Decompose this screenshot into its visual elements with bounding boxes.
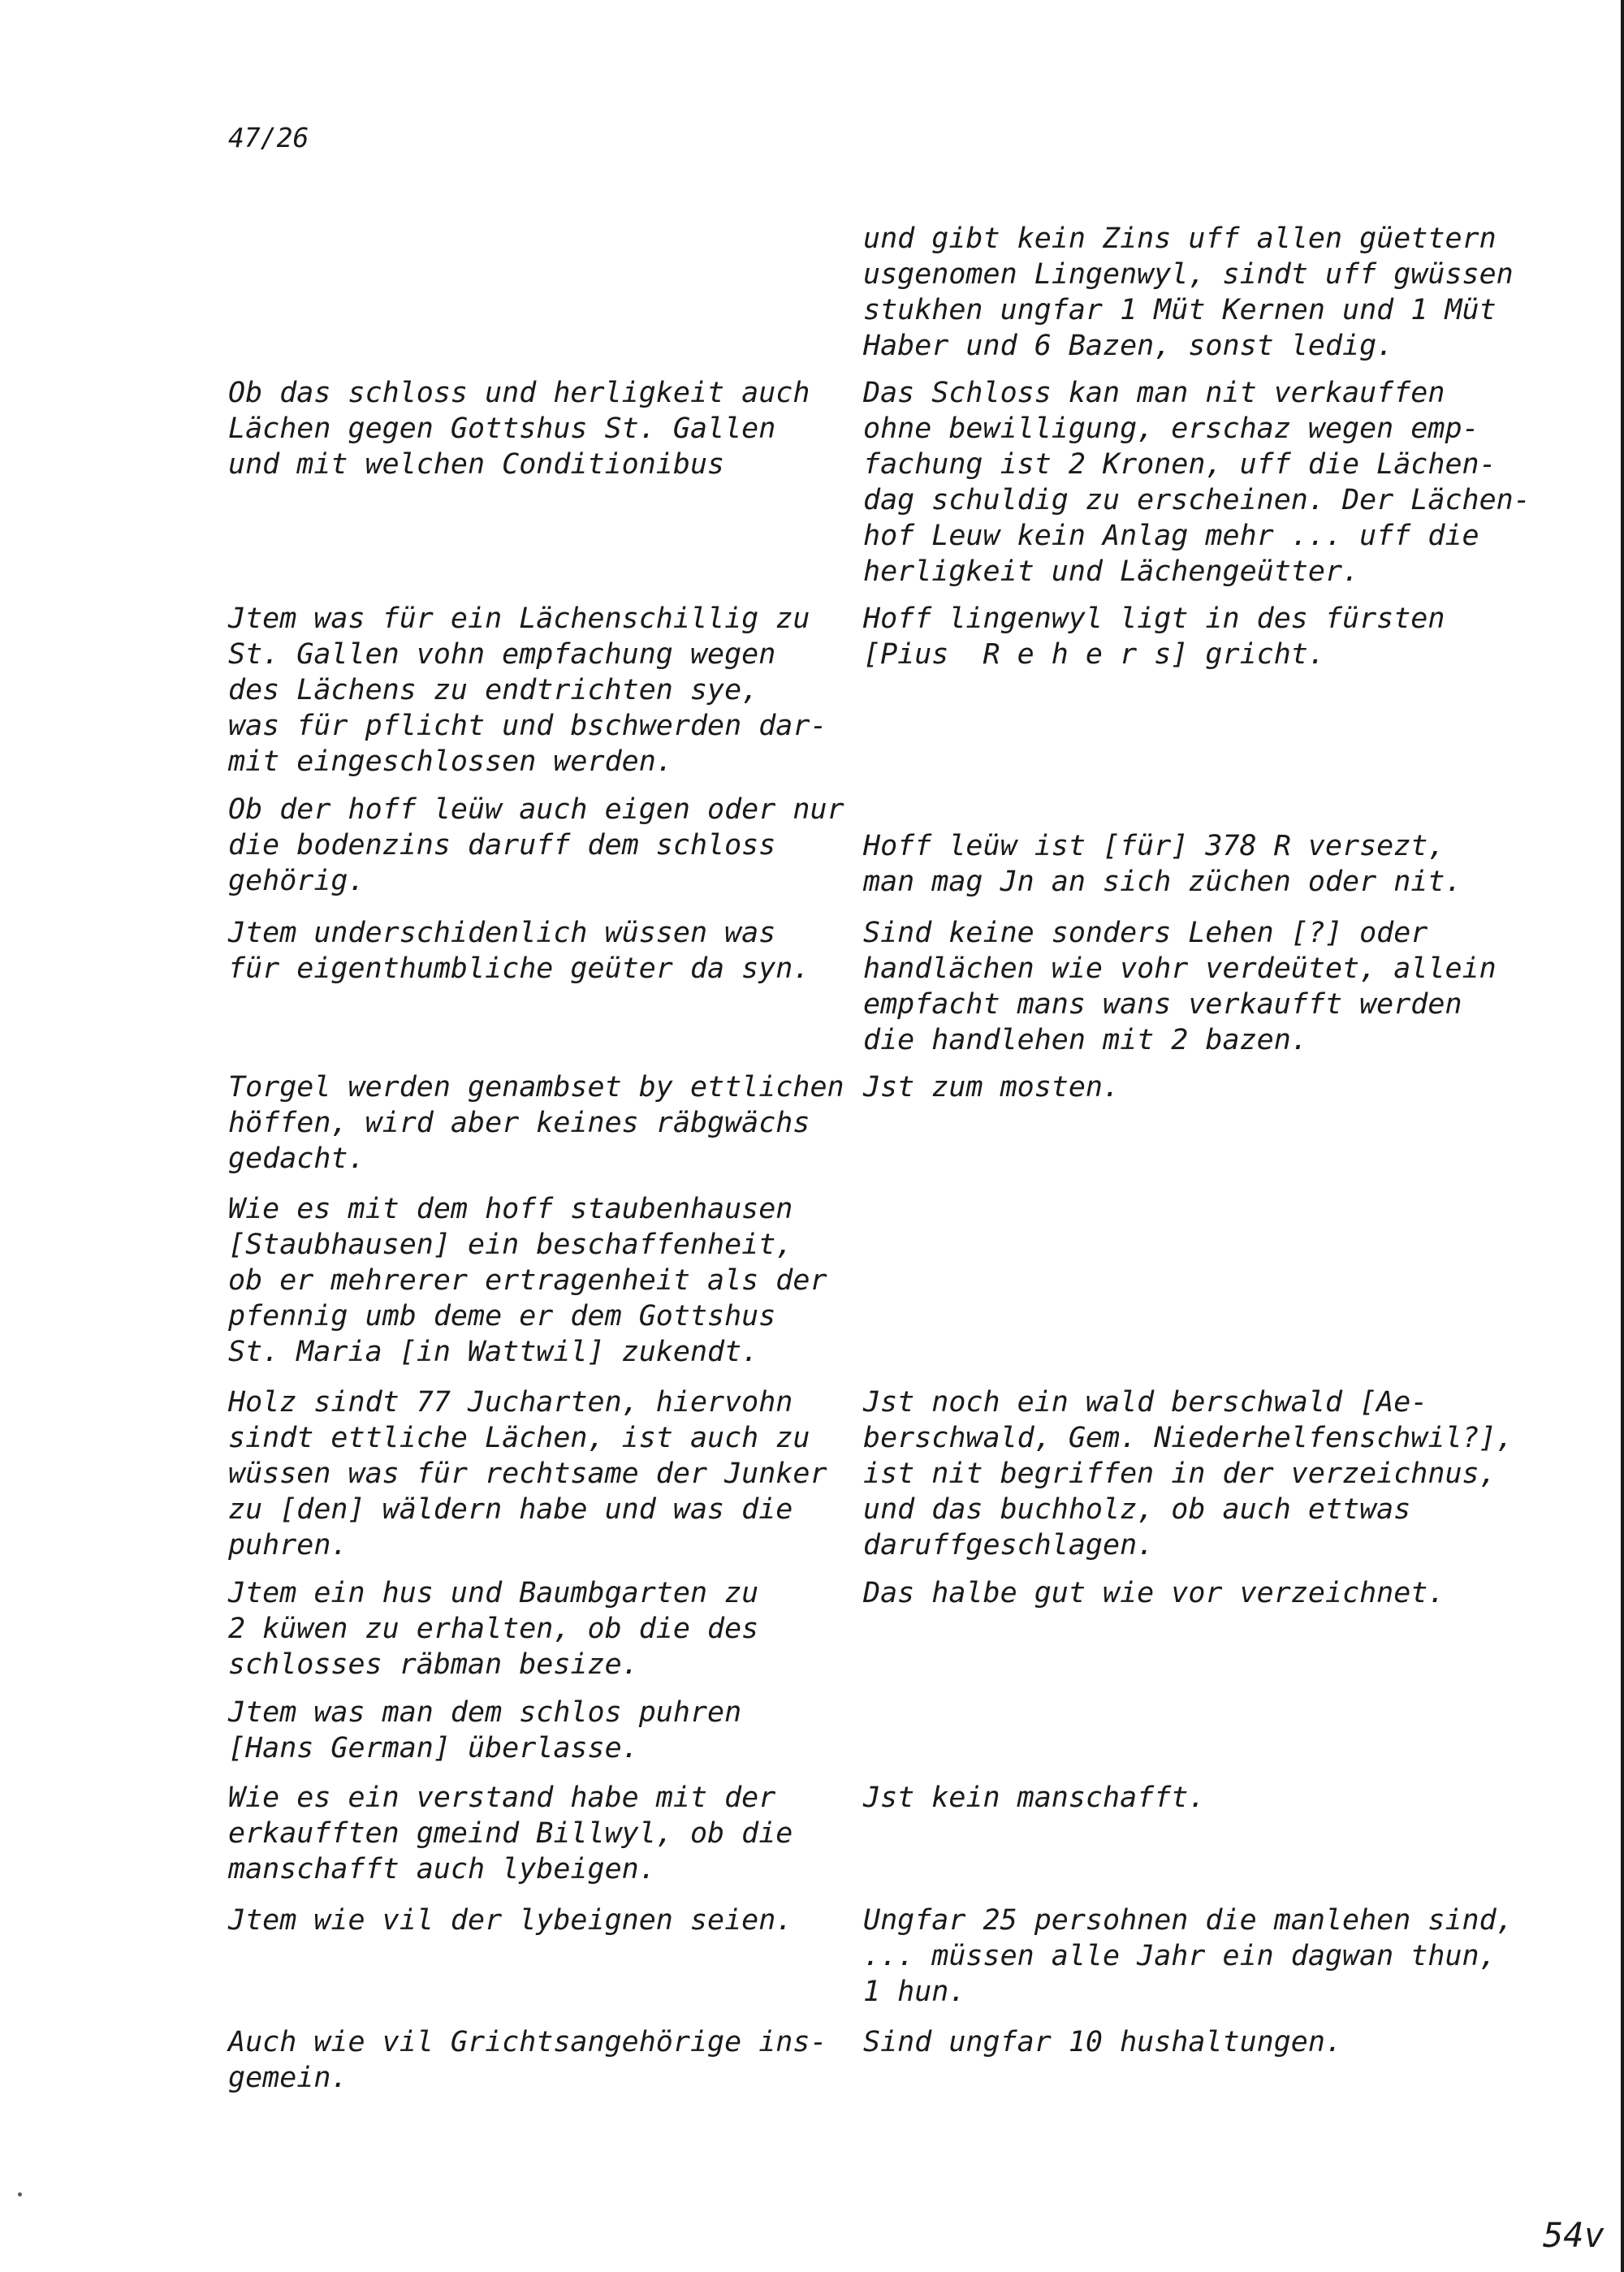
folio-mark: 54v	[1543, 2215, 1605, 2255]
left-paragraph: Jtem wie vil der lybeignen seien.	[228, 1904, 793, 1937]
right-paragraph: Hoff leüw ist [für] 378 R versezt, man mag Jn an sich züchen oder nit.	[863, 830, 1462, 898]
left-paragraph: Jtem underschidenlich wüssen was für eigenthumbliche geüter da syn.	[228, 917, 810, 985]
right-paragraph: und gibt kein Zins uff allen güettern usgenomen Lingenwyl, sindt uff gwüssen stukhen ungfar 1 Müt Kernen und 1 Müt Haber und 6 Bazen, sonst ledig.	[863, 222, 1514, 362]
right-paragraph: Das halbe gut wie vor verzeichnet.	[863, 1577, 1445, 1609]
left-paragraph: Ob das schloss und herligkeit auch Lächen gegen Gottshus St. Gallen und mit welchen Conditionibus	[228, 377, 810, 481]
right-paragraph: Sind ungfar 10 hushaltungen.	[863, 2026, 1343, 2058]
page-edge	[1621, 0, 1624, 2272]
left-paragraph: Auch wie vil Grichtsangehörige ins- gemein.	[228, 2026, 827, 2094]
right-paragraph: Jst zum mosten.	[863, 1071, 1121, 1104]
left-paragraph: Ob der hoff leüw auch eigen oder nur die bodenzins daruff dem schloss gehörig.	[228, 793, 844, 897]
right-paragraph: Jst kein manschafft.	[863, 1782, 1206, 1814]
right-paragraph: Ungfar 25 persohnen die manlehen sind, ... müssen alle Jahr ein dagwan thun, 1 hun.	[863, 1904, 1514, 2008]
left-paragraph: Jtem was man dem schlos puhren [Hans German] überlasse.	[228, 1696, 742, 1764]
left-paragraph: Torgel werden genambset by ettlichen höffen, wird aber keines räbgwächs gedacht.	[228, 1071, 844, 1175]
left-paragraph: Wie es ein verstand habe mit der erkaufften gmeind Billwyl, ob die manschafft auch lybeigen.	[228, 1782, 793, 1885]
left-paragraph: Wie es mit dem hoff staubenhausen [Staubhausen] ein beschaffenheit, ob er mehrerer ertragenheit als der pfennig umb deme er dem Gottshus St. Maria [in Wattwil] zukendt.	[228, 1193, 827, 1368]
margin-speck	[18, 2192, 22, 2196]
page-number: 47/26	[228, 122, 309, 153]
right-paragraph: Jst noch ein wald berschwald [Ae- berschwald, Gem. Niederhelfenschwil?], ist nit begriffen in der verzeichnus, und das buchholz, ob auch ettwas daruffgeschlagen.	[863, 1386, 1514, 1561]
right-paragraph: Das Schloss kan man nit verkauffen ohne bewilligung, erschaz wegen emp- fachung ist 2 Kronen, uff die Lächen- dag schuldig zu erscheinen. Der Lächen- hof Leuw kein Anlag mehr ... uff die herligkeit und Lächengeütter.	[863, 377, 1531, 588]
left-paragraph: Jtem was für ein Lächenschillig zu St. Gallen vohn empfachung wegen des Lächens zu endtrichten sye, was für pflicht und bschwerden dar- mit eingeschlossen werden.	[228, 603, 827, 778]
right-paragraph: Hoff lingenwyl ligt in des fürsten [Pius R e h e r s] gricht.	[863, 603, 1445, 671]
left-paragraph: Holz sindt 77 Jucharten, hiervohn sindt ettliche Lächen, ist auch zu wüssen was für rechtsame der Junker zu [den] wäldern habe und was die puhren.	[228, 1386, 827, 1561]
right-paragraph: Sind keine sonders Lehen [?] oder handlächen wie vohr verdeütet, allein empfacht mans wans verkaufft werden die handlehen mit 2 bazen.	[863, 917, 1497, 1056]
left-paragraph: Jtem ein hus und Baumbgarten zu 2 küwen zu erhalten, ob die des schlosses räbman besize.	[228, 1577, 759, 1681]
